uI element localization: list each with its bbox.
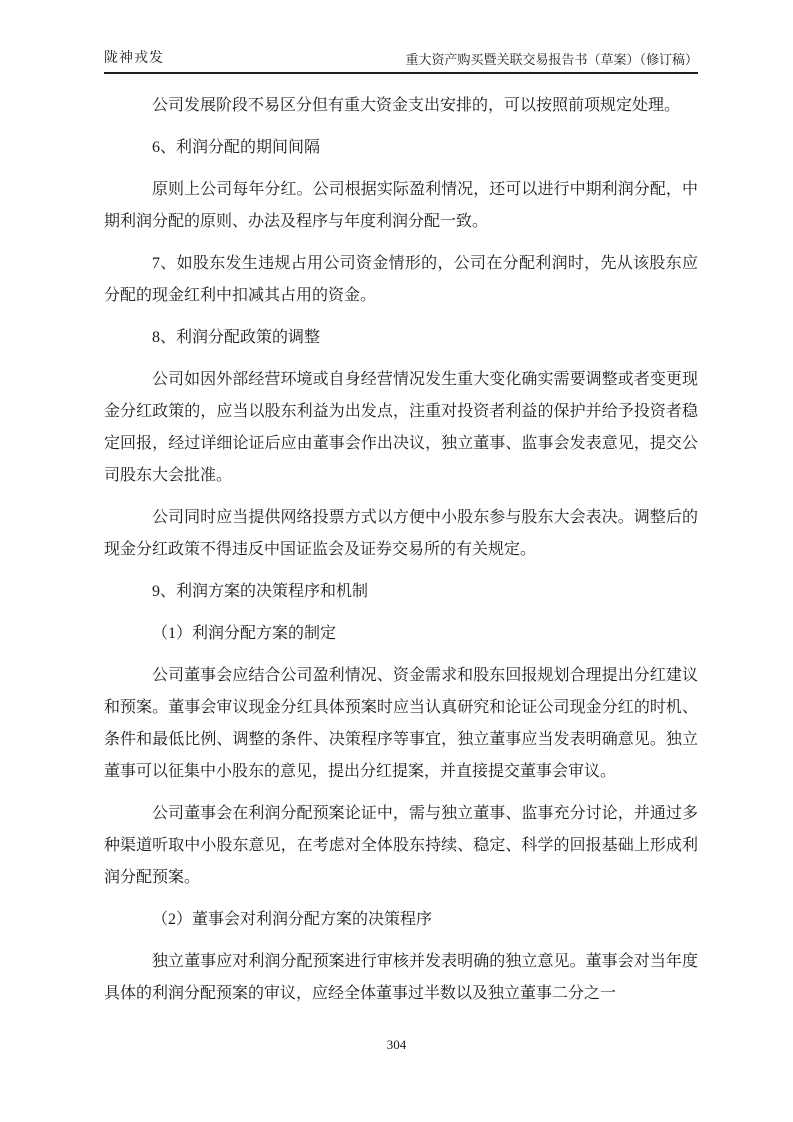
paragraph: 公司发展阶段不易区分但有重大资金支出安排的，可以按照前项规定处理。 <box>152 97 681 114</box>
header-company-name: 陇神戎发 <box>104 51 164 66</box>
paragraph: 7、如股东发生违规占用公司资金情形的，公司在分配利润时，先从该股东应分配的现金红利中扣减其占用的资金。 <box>104 255 698 304</box>
paragraph: 公司同时应当提供网络投票方式以方便中小股东参与股东大会表决。调整后的现金分红政策不得违反中国证监会及证券交易所的有关规定。 <box>104 509 698 558</box>
subsection-heading: （2）董事会对利润分配方案的决策程序 <box>152 911 433 928</box>
subsection-heading: （1）利润分配方案的制定 <box>152 625 337 642</box>
section-heading: 9、利润方案的决策程序和机制 <box>152 583 369 600</box>
document-body <box>104 90 698 1010</box>
paragraph: 公司董事会在利润分配预案论证中，需与独立董事、监事充分讨论，并通过多种渠道听取中小股东意见，在考虑对全体股东持续、稳定、科学的回报基础上形成利润分配预案。 <box>104 805 698 886</box>
header-report-title: 重大资产购买暨关联交易报告书（草案）（修订稿） <box>405 52 698 67</box>
paragraph: 独立董事应对利润分配预案进行审核并发表明确的独立意见。董事会对当年度具体的利润分配预案的审议，应经全体董事过半数以及独立董事二分之一 <box>104 953 698 1002</box>
page-footer <box>0 1036 793 1054</box>
section-heading: 6、利润分配的期间间隔 <box>152 139 321 156</box>
paragraph: 公司董事会应结合公司盈利情况、资金需求和股东回报规划合理提出分红建议和预案。董事会审议现金分红具体预案时应当认真研究和论证公司现金分红的时机、条件和最低比例、调整的条件、决策程序等事宜，独立董事应当发表明确意见。独立董事可以征集中小股东的意见，提出分红提案，并直接提交董事会审议。 <box>104 667 698 780</box>
page-header <box>104 50 698 74</box>
paragraph: 公司如因外部经营环境或自身经营情况发生重大变化确实需要调整或者变更现金分红政策的，应当以股东利益为出发点，注重对投资者利益的保护并给予投资者稳定回报，经过详细论证后应由董事会作出决议，独立董事、监事会发表意见，提交公司股东大会批准。 <box>104 371 698 484</box>
section-heading: 8、利润分配政策的调整 <box>152 329 321 346</box>
paragraph: 原则上公司每年分红。公司根据实际盈利情况，还可以进行中期利润分配，中期利润分配的原则、办法及程序与年度利润分配一致。 <box>104 181 698 230</box>
page-number: 304 <box>386 1037 407 1052</box>
